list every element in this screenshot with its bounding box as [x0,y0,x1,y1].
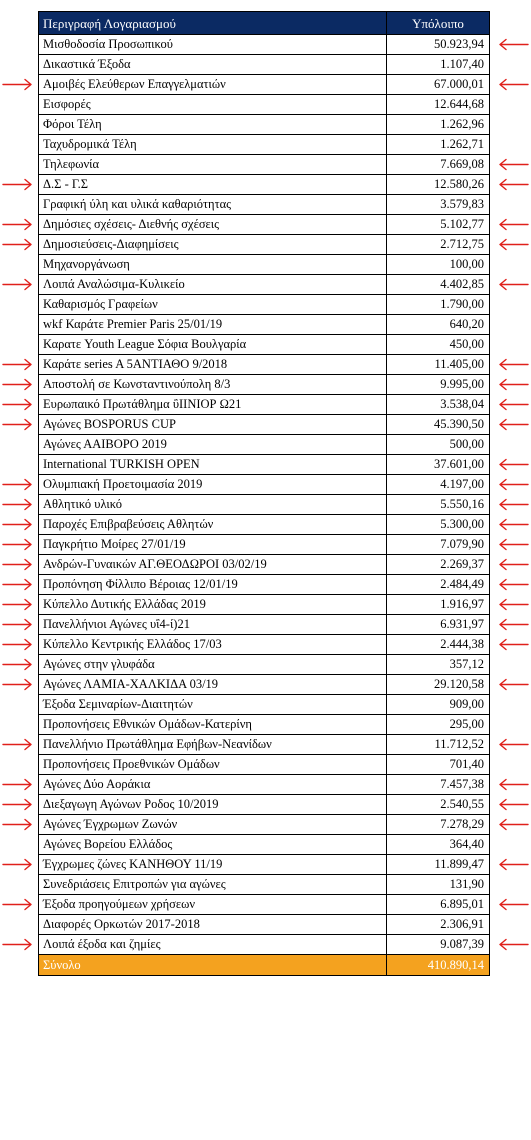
row-description: Αγώνες ΑΑΙΒΟΡΟ 2019 [39,435,387,455]
table-row [39,695,490,715]
table-row [39,775,490,795]
table-row [39,315,490,335]
row-balance: 2.540,55 [387,795,490,815]
row-balance: 640,20 [387,315,490,335]
row-description: Ανδρών-Γυναικών ΑΓ.ΘΕΟΔΩΡΟΙ 03/02/19 [39,555,387,575]
left-arrow-icon [3,680,31,690]
row-description: Αγώνες Έγχρωμων Ζωνών [39,815,387,835]
table-row [39,175,490,195]
table-row [39,495,490,515]
table-row [39,715,490,735]
row-balance: 2.306,91 [387,915,490,935]
row-balance: 357,12 [387,655,490,675]
right-arrow-icon [500,400,528,410]
table-row [39,235,490,255]
left-arrow-icon [3,420,31,430]
row-balance: 1.916,97 [387,595,490,615]
table-row [39,895,490,915]
table-row [39,555,490,575]
row-description: Αγώνες ΛΑΜΙΑ-ΧΑΛΚΙΔΑ 03/19 [39,675,387,695]
table-row [39,115,490,135]
right-arrow-icon [500,560,528,570]
row-balance: 7.669,08 [387,155,490,175]
row-description: Τηλεφωνία [39,155,387,175]
left-arrow-icon [3,220,31,230]
table-row [39,355,490,375]
row-balance: 67.000,01 [387,75,490,95]
left-arrow-icon [3,940,31,950]
total-label: Σύνολο [39,955,387,976]
row-description: Αγώνες στην γλυφάδα [39,655,387,675]
table-row [39,375,490,395]
row-balance: 11.712,52 [387,735,490,755]
row-description: Δημοσιεύσεις-Διαφημίσεις [39,235,387,255]
total-balance: 410.890,14 [387,955,490,976]
row-description: Έγχρωμες ζώνες ΚΑΝΗΘΟΥ 11/19 [39,855,387,875]
table-row [39,415,490,435]
right-arrow-icon [500,280,528,290]
table-row [39,815,490,835]
right-arrow-icon [500,500,528,510]
right-arrow-icon [500,900,528,910]
right-arrow-icon [500,40,528,50]
row-description: Αμοιβές Ελεύθερων Επαγγελματιών [39,75,387,95]
row-description: Μηχανοργάνωση [39,255,387,275]
left-arrow-icon [3,800,31,810]
row-balance: 1.262,71 [387,135,490,155]
row-balance: 701,40 [387,755,490,775]
row-description: Καρατε Youth League Σόφια Βουλγαρία [39,335,387,355]
table-row [39,395,490,415]
table-row [39,635,490,655]
row-balance: 2.712,75 [387,235,490,255]
right-arrow-icon [500,780,528,790]
row-balance: 37.601,00 [387,455,490,475]
row-description: Παροχές Επιβραβεύσεις Αθλητών [39,515,387,535]
row-description: Κύπελλο Δυτικής Ελλάδας 2019 [39,595,387,615]
row-description: International TURKISH OPEN [39,455,387,475]
right-arrow-icon [500,600,528,610]
left-arrow-icon [3,80,31,90]
row-balance: 2.484,49 [387,575,490,595]
row-description: Παγκρήτιο Μοίρες 27/01/19 [39,535,387,555]
row-balance: 4.402,85 [387,275,490,295]
row-balance: 45.390,50 [387,415,490,435]
right-arrow-icon [500,860,528,870]
row-description: Δημόσιες σχέσεις- Διεθνής σχέσεις [39,215,387,235]
table-row [39,595,490,615]
table-row [39,435,490,455]
table-row [39,475,490,495]
row-balance: 450,00 [387,335,490,355]
left-arrow-icon [3,780,31,790]
table-row [39,295,490,315]
row-description: wkf Καράτε Premier Paris 25/01/19 [39,315,387,335]
row-description: Καθαρισμός Γραφείων [39,295,387,315]
left-arrow-icon [3,860,31,870]
row-balance: 6.895,01 [387,895,490,915]
row-balance: 3.538,04 [387,395,490,415]
row-description: Εισφορές [39,95,387,115]
row-balance: 5.300,00 [387,515,490,535]
table-row [39,515,490,535]
row-balance: 12.644,68 [387,95,490,115]
row-description: Αθλητικό υλικό [39,495,387,515]
table-row [39,335,490,355]
right-arrow-icon [500,160,528,170]
row-balance: 29.120,58 [387,675,490,695]
total-row [39,955,490,976]
table-row [39,835,490,855]
row-description: Προπόνηση Φίλλιπο Βέροιας 12/01/19 [39,575,387,595]
left-arrow-icon [3,500,31,510]
table-row [39,55,490,75]
row-balance: 2.269,37 [387,555,490,575]
table-row [39,875,490,895]
row-balance: 100,00 [387,255,490,275]
right-arrow-icon [500,580,528,590]
row-description: Ταχυδρομικά Τέλη [39,135,387,155]
table-row [39,535,490,555]
left-arrow-icon [3,600,31,610]
row-balance: 2.444,38 [387,635,490,655]
table-row [39,755,490,775]
table-row [39,455,490,475]
right-arrow-icon [500,80,528,90]
table-row [39,675,490,695]
table-row [39,915,490,935]
table-header-row [39,12,490,35]
row-description: Κύπελλο Κεντρικής Ελλάδος 17/03 [39,635,387,655]
row-balance: 131,90 [387,875,490,895]
row-description: Πανελλήνιοι Αγώνες υΐ4-ί)21 [39,615,387,635]
left-arrow-icon [3,240,31,250]
left-arrow-icon [3,380,31,390]
left-arrow-icon [3,560,31,570]
row-balance: 1.107,40 [387,55,490,75]
row-description: Συνεδριάσεις Επιτροπών για αγώνες [39,875,387,895]
right-arrow-icon [500,640,528,650]
table-row [39,215,490,235]
left-arrow-icon [3,580,31,590]
row-balance: 9.087,39 [387,935,490,955]
row-description: Διαφορές Ορκωτών 2017-2018 [39,915,387,935]
header-balance: Υπόλοιπο [387,12,490,35]
right-arrow-icon [500,800,528,810]
row-balance: 364,40 [387,835,490,855]
table-row [39,615,490,635]
right-arrow-icon [500,180,528,190]
left-arrow-icon [3,540,31,550]
row-balance: 7.278,29 [387,815,490,835]
row-description: Δ.Σ - Γ.Σ [39,175,387,195]
row-balance: 295,00 [387,715,490,735]
row-balance: 7.079,90 [387,535,490,555]
row-description: Δικαστικά Έξοδα [39,55,387,75]
left-arrow-icon [3,360,31,370]
row-description: Καράτε series A 5ΑΝΤΙΑΘΟ 9/2018 [39,355,387,375]
row-description: Ευρωπαικό Πρωτάθλημα ΰΙΙΝΙΟΡ Ω21 [39,395,387,415]
account-balance-table [38,11,490,976]
table-row [39,655,490,675]
left-arrow-icon [3,400,31,410]
row-description: Αγώνες Δύο Αοράκια [39,775,387,795]
row-description: Λοιπά έξοδα και ζημίες [39,935,387,955]
left-arrow-icon [3,900,31,910]
right-arrow-icon [500,220,528,230]
left-arrow-icon [3,660,31,670]
row-balance: 500,00 [387,435,490,455]
row-balance: 12.580,26 [387,175,490,195]
row-balance: 1.790,00 [387,295,490,315]
left-arrow-icon [3,640,31,650]
right-arrow-icon [500,540,528,550]
right-arrow-icon [500,360,528,370]
header-description: Περιγραφή Λογαριασμού [39,12,387,35]
left-arrow-icon [3,180,31,190]
right-arrow-icon [500,520,528,530]
right-arrow-icon [500,240,528,250]
right-arrow-icon [500,740,528,750]
row-description: Λοιπά Αναλώσιμα-Κυλικείο [39,275,387,295]
right-arrow-icon [500,940,528,950]
row-description: Μισθοδοσία Προσωπικού [39,35,387,55]
table-body [39,35,490,955]
row-balance: 3.579,83 [387,195,490,215]
table-row [39,155,490,175]
row-description: Ολυμπιακή Προετοιμασία 2019 [39,475,387,495]
row-description: Προπονήσεις Προεθνικών Ομάδων [39,755,387,775]
left-arrow-icon [3,520,31,530]
row-description: Έξοδα Σεμιναρίων-Διαιτητών [39,695,387,715]
table-row [39,795,490,815]
row-balance: 5.102,77 [387,215,490,235]
table-row [39,255,490,275]
left-arrow-icon [3,820,31,830]
row-balance: 6.931,97 [387,615,490,635]
left-arrow-icon [3,280,31,290]
row-description: Αποστολή σε Κωνσταντινούπολη 8/3 [39,375,387,395]
right-arrow-icon [500,380,528,390]
left-arrow-icon [3,480,31,490]
row-description: Πανελλήνιο Πρωτάθλημα Εφήβων-Νεανίδων [39,735,387,755]
row-balance: 7.457,38 [387,775,490,795]
right-arrow-icon [500,480,528,490]
row-balance: 1.262,96 [387,115,490,135]
table-row [39,75,490,95]
row-description: Προπονήσεις Εθνικών Ομάδων-Κατερίνη [39,715,387,735]
row-description: Αγώνες BOSPORUS CUP [39,415,387,435]
table-row [39,135,490,155]
right-arrow-icon [500,820,528,830]
row-description: Γραφική ύλη και υλικά καθαριότητας [39,195,387,215]
row-balance: 50.923,94 [387,35,490,55]
table-row [39,35,490,55]
row-balance: 5.550,16 [387,495,490,515]
table-row [39,95,490,115]
right-arrow-icon [500,620,528,630]
table-row [39,735,490,755]
row-balance: 9.995,00 [387,375,490,395]
right-arrow-icon [500,460,528,470]
table-row [39,275,490,295]
row-description: Αγώνες Βορείου Ελλάδος [39,835,387,855]
row-description: Έξοδα προηγούμεων χρήσεων [39,895,387,915]
row-description: Διεξαγωγη Αγώνων Ροδος 10/2019 [39,795,387,815]
row-description: Φόροι Τέλη [39,115,387,135]
right-arrow-icon [500,420,528,430]
table-row [39,195,490,215]
table-row [39,575,490,595]
table-row [39,855,490,875]
left-arrow-icon [3,740,31,750]
row-balance: 11.405,00 [387,355,490,375]
account-balance-table-wrapper [38,11,489,976]
row-balance: 909,00 [387,695,490,715]
row-balance: 4.197,00 [387,475,490,495]
table-row [39,935,490,955]
left-arrow-icon [3,620,31,630]
right-arrow-icon [500,680,528,690]
row-balance: 11.899,47 [387,855,490,875]
